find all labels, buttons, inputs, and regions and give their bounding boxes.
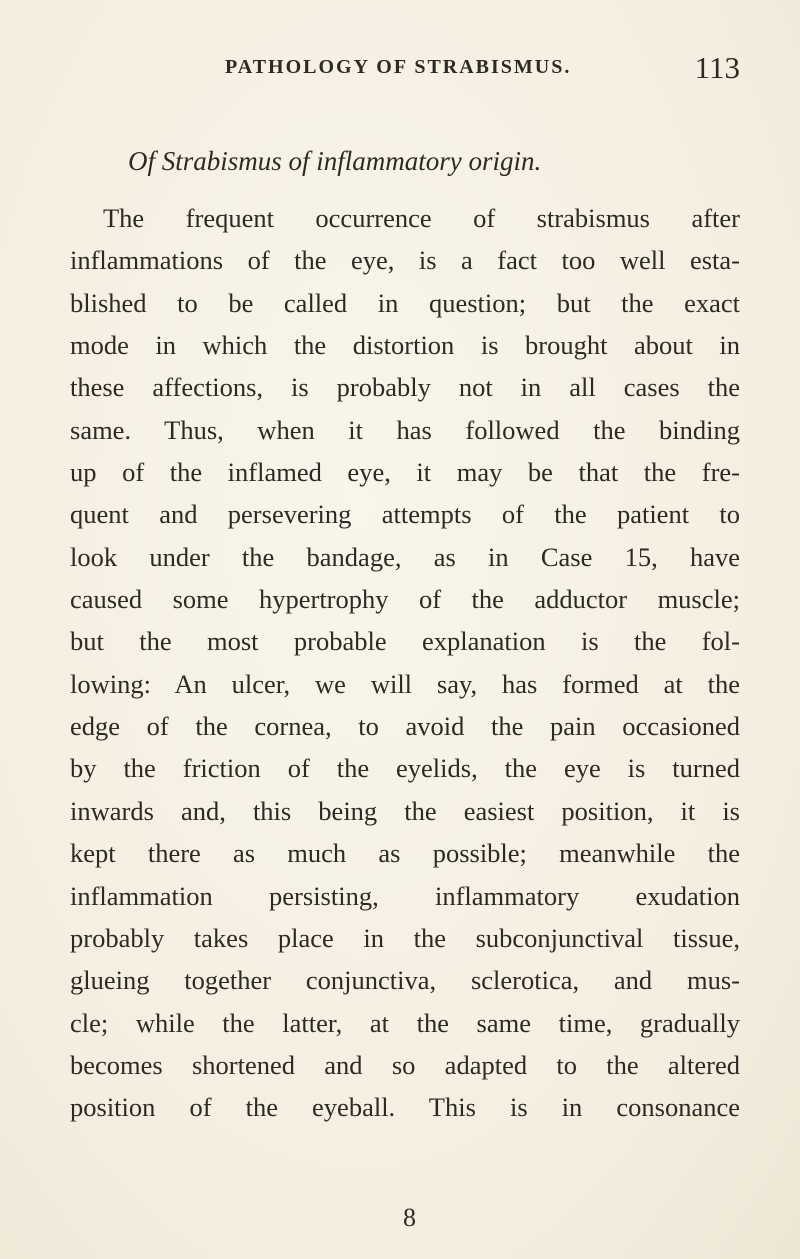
text-line: probably takes place in the subconjunctival tissue, [70,922,740,953]
text-line: kept there as much as possible; meanwhile the [70,838,740,869]
page-number: 113 [694,50,740,85]
text-line: caused some hypertrophy of the adductor muscle; [70,584,740,615]
text-line: quent and persevering attempts of the patient to [70,499,740,530]
text-line: The frequent occurrence of strabismus after [103,203,740,233]
text-line: look under the bandage, as in Case 15, have [70,541,740,572]
text-line: inwards and, this being the easiest position, it is [70,795,740,826]
text-line: these affections, is probably not in all cases the [70,372,740,403]
text-line: inflammations of the eye, is a fact too well esta- [70,245,740,276]
text-line: blished to be called in question; but the exact [70,287,740,318]
section-heading: Of Strabismus of inflammatory origin. [128,146,542,176]
text-line: position of the eyeball. This is in consonance [70,1092,740,1123]
text-line: up of the inflamed eye, it may be that the fre- [70,457,740,488]
text-line: inflammation persisting, inflammatory exudation [70,880,740,911]
text-line: cle; while the latter, at the same time, gradually [70,1007,740,1038]
signature-mark: 8 [403,1203,416,1232]
text-line: edge of the cornea, to avoid the pain occasioned [70,711,740,742]
text-line: but the most probable explanation is the fol- [70,626,740,657]
text-line: becomes shortened and so adapted to the altered [70,1049,740,1080]
text-line: by the friction of the eyelids, the eye is turned [70,753,740,784]
text-line: mode in which the distortion is brought about in [70,330,740,361]
running-head [100,50,740,90]
text-line: same. Thus, when it has followed the binding [70,414,740,445]
text-line: lowing: An ulcer, we will say, has formed at the [70,668,740,699]
text-line: glueing together conjunctiva, sclerotica, and mus- [70,965,740,996]
running-title: PATHOLOGY OF STRABISMUS. [225,56,572,78]
body-paragraph [70,197,740,1129]
